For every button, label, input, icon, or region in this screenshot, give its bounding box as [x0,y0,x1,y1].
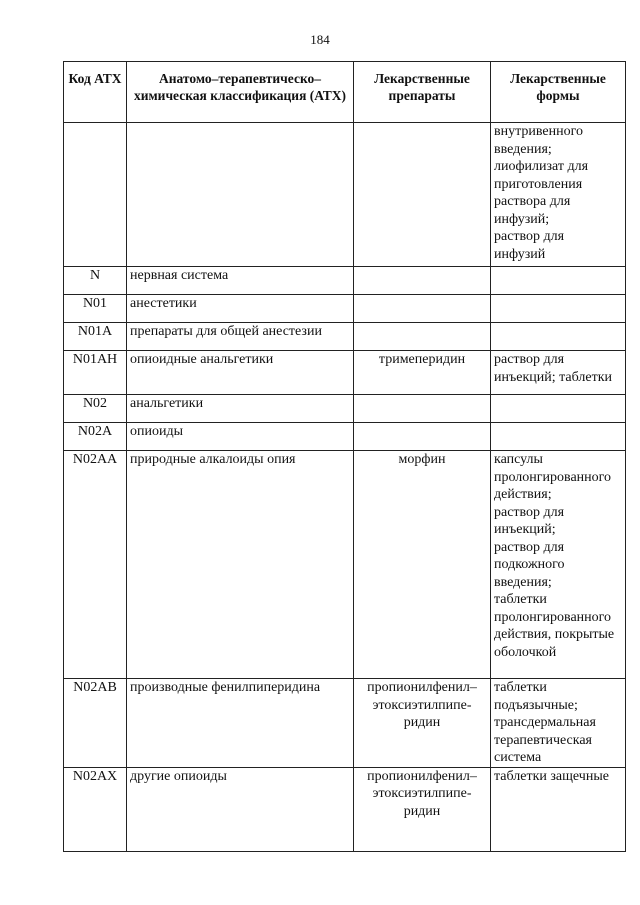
form-line: действия, покрытые [494,627,615,642]
form-line: капсулы [494,452,543,467]
form-line: действия; [494,487,552,502]
form-line: раствора для [494,194,571,209]
form-line: внутривенного [494,124,584,139]
cell-forms [491,451,626,679]
form-line: пролонгированного [494,609,612,625]
cell-forms [491,679,626,768]
atx-table [63,61,626,852]
form-line: терапевтическая [494,732,592,748]
form-line: трансдермальная [494,715,596,730]
cell-forms [491,351,626,395]
cell-forms [491,395,626,423]
cell-drug: пропионилфенил–этоксиэтилпипе-ридин [354,767,491,851]
form-line: раствор для [494,504,565,520]
form-line: подъязычные; [494,697,578,713]
cell-drug [354,395,491,423]
table-row [64,423,626,451]
cell-forms [491,767,626,851]
cell-classification: нервная система [127,267,354,295]
cell-classification: анестетики [127,295,354,323]
table-header-row [64,62,626,123]
form-line: введения; [494,574,552,590]
table-row [64,679,626,768]
cell-code: N02A [64,423,127,451]
form-line: инъекций; таблетки [494,369,612,385]
cell-forms [491,295,626,323]
form-line: таблетки защечные [494,768,609,784]
table-row [64,395,626,423]
form-line: раствор для [494,229,565,244]
table-body [64,123,626,852]
table-row [64,123,626,267]
form-line: таблетки [494,592,547,607]
header-classification: Анатомо–терапевтическо–химическая классификация (АТХ) [127,62,354,123]
cell-classification: анальгетики [127,395,354,423]
table-row [64,351,626,395]
cell-forms [491,423,626,451]
cell-code: N01AH [64,351,127,395]
table-row [64,323,626,351]
form-line: таблетки [494,680,547,695]
cell-code: N02AB [64,679,127,768]
header-drugs: Лекарственные препараты [354,62,491,123]
form-line: оболочкой [494,644,557,660]
cell-code [64,123,127,267]
cell-classification: опиоидные анальгетики [127,351,354,395]
cell-code: N [64,267,127,295]
cell-drug: тримеперидин [354,351,491,395]
header-code: Код АТХ [64,62,127,123]
cell-drug: морфин [354,451,491,679]
table-row [64,267,626,295]
page-number: 184 [310,32,330,47]
drug-line: пропионилфенил– [367,680,477,695]
cell-drug [354,267,491,295]
form-line: раствор для [494,539,565,555]
header-forms: Лекарственные формы [491,62,626,123]
cell-classification: природные алкалоиды опия [127,451,354,679]
cell-code: N02AX [64,767,127,851]
cell-classification: препараты для общей анестезии [127,323,354,351]
table-row [64,451,626,679]
cell-forms [491,323,626,351]
form-line: введения; [494,141,552,157]
form-line: лиофилизат для [494,159,589,174]
form-line: система [494,750,542,765]
drug-line: этоксиэтилпипе- [372,697,472,713]
cell-drug [354,323,491,351]
cell-forms [491,123,626,267]
cell-drug [354,123,491,267]
cell-classification: другие опиоиды [127,767,354,851]
cell-classification [127,123,354,267]
cell-drug [354,679,491,768]
cell-drug [354,295,491,323]
form-line: инфузий; [494,211,550,227]
cell-code: N01 [64,295,127,323]
cell-code: N01A [64,323,127,351]
cell-code: N02AA [64,451,127,679]
form-line: раствор для [494,352,565,367]
table-row [64,295,626,323]
cell-drug [354,423,491,451]
cell-classification: производные фенилпиперидина [127,679,354,768]
drug-line: ридин [403,715,441,730]
form-line: подкожного [494,557,565,572]
cell-forms [491,267,626,295]
form-line: инфузий [494,246,546,262]
form-line: пролонгированного [494,469,612,485]
form-line: приготовления [494,176,583,192]
cell-classification: опиоиды [127,423,354,451]
cell-code: N02 [64,395,127,423]
form-line: инъекций; [494,522,556,537]
table-row [64,767,626,851]
